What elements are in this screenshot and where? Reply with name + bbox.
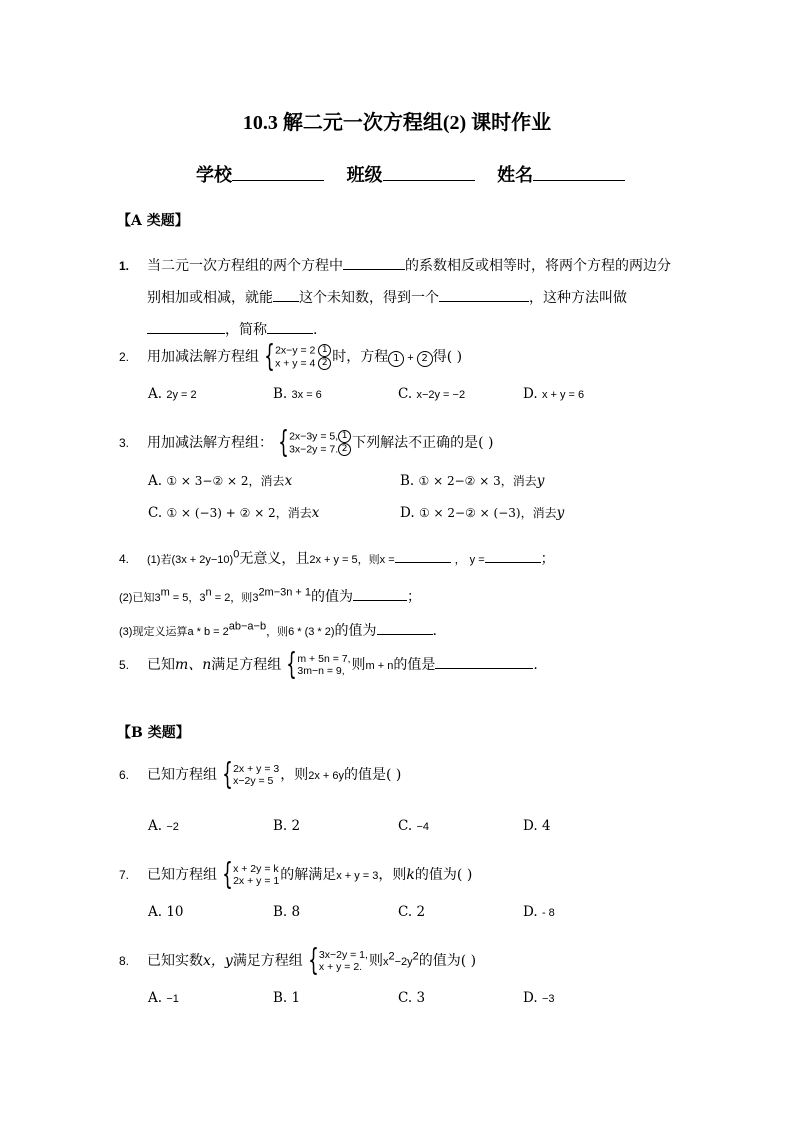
question-4-part-2: (2)已知$3^m = 5$，$3^n = 2$，则$3^{2m-3n + 1}$的值为 ；	[119, 586, 422, 605]
question-7: 7. 已知方程组 { x + 2y = k 2x + y = 1 的解满足x + y = 3，则k的值为( )	[119, 857, 473, 892]
q1-blank-2[interactable]	[273, 287, 299, 302]
q3-pre: 用加减法解方程组：	[147, 435, 273, 451]
q2-option-a[interactable]: A. 2y = 2	[148, 386, 197, 402]
question-4-part-3: (3)现定义运算$a * b = 2^{ab-a-b}$，则6 * (3 * 2)的值为 .	[119, 620, 437, 639]
section-a-heading: 【A 类题】	[117, 213, 189, 229]
q4-number: 4.	[119, 552, 130, 566]
q1-number: 1.	[119, 259, 130, 273]
q6-number: 6.	[119, 768, 130, 782]
name-label: 姓名	[497, 165, 534, 186]
q6-option-a[interactable]: A. −2	[148, 818, 179, 834]
question-5: 5. 已知m、n满足方程组 { m + 5n = 7, 3m−n = 9, 则m + n的值是 .	[119, 647, 538, 682]
q8-options	[148, 990, 648, 1006]
q1-text-5: ，这种方法叫做	[529, 290, 627, 306]
page-title: 10.3 解二元一次方程组(2) 课时作业	[242, 112, 552, 134]
q2-marker-2: 2	[417, 351, 433, 367]
question-6: 6. 已知方程组 { 2x + y = 3 x−2y = 5 ，则2x + 6y的值是( )	[119, 757, 402, 792]
q6-option-d[interactable]: D. 4	[523, 818, 551, 834]
q1-blank-3[interactable]	[439, 287, 529, 302]
q3-equation-system: { 2x−3y = 5, 1 3x−2y = 7. 2	[274, 430, 351, 456]
school-label: 学校	[196, 165, 232, 186]
q2-post: 得( )	[432, 349, 463, 365]
q2-option-b[interactable]: B. 3x = 6	[273, 386, 322, 402]
q3-number: 3.	[119, 436, 130, 450]
q3-options	[148, 472, 668, 521]
q1-text-3: 别相加或相减，就能	[147, 290, 273, 306]
question-2: 2. 用加减法解方程组 { 2x−y = 2 1 x + y = 4 2 时，方程 1 + 2 得( )	[119, 339, 463, 374]
q7-equation-system: { x + 2y = k 2x + y = 1	[222, 857, 280, 892]
q2-option-c[interactable]: C. x−2y = −2	[398, 386, 466, 402]
q1-text-1: 当二元一次方程组的两个方程中	[147, 258, 343, 274]
q4-blank-y[interactable]	[485, 548, 541, 563]
q1-text-4: 这个未知数，得到一个	[299, 290, 439, 306]
class-label: 班级	[346, 165, 383, 186]
q7-option-d[interactable]: D. - 8	[523, 904, 555, 920]
q6-equation-system: { 2x + y = 3 x−2y = 5	[222, 757, 280, 792]
q1-blank-1[interactable]	[343, 255, 405, 270]
section-b-heading: 【B 类题】	[117, 725, 190, 741]
q3-post: 下列解法不正确的是( )	[352, 435, 494, 451]
q6-option-b[interactable]: B. 2	[273, 818, 301, 834]
q4-blank-3[interactable]	[377, 620, 433, 635]
q8-option-a[interactable]: A. −1	[148, 990, 179, 1006]
class-blank[interactable]	[383, 166, 475, 181]
question-1	[119, 250, 671, 346]
q2-pre: 用加减法解方程组	[147, 349, 259, 365]
q2-option-d[interactable]: D. x + y = 6	[523, 386, 585, 402]
q3-option-d[interactable]: D. ① × 2−② × (−3)，消去y	[400, 505, 565, 521]
q8-equation-system: { 3x−2y = 1, x + y = 2.	[308, 943, 368, 978]
q2-number: 2.	[119, 350, 130, 364]
q1-blank-4[interactable]	[147, 319, 225, 334]
q4-blank-x[interactable]	[395, 548, 451, 563]
q5-number: 5.	[119, 658, 130, 672]
q5-blank[interactable]	[435, 654, 533, 669]
question-8: 8. 已知实数x，y满足方程组 { 3x−2y = 1, x + y = 2. 则$x^2-2y^2$的值为( )	[119, 943, 477, 978]
q7-option-c[interactable]: C. 2	[398, 904, 426, 920]
question-3	[119, 425, 494, 460]
q4-blank-2[interactable]	[353, 586, 407, 601]
q2-mid: 时，方程	[332, 349, 389, 365]
q1-text-2: 的系数相反或相等时，将两个方程的两边分	[405, 258, 671, 274]
q1-text-7: .	[313, 322, 318, 338]
q7-options	[148, 904, 648, 920]
q2-equation-system: { 2x−y = 2 1 x + y = 4 2	[260, 344, 331, 370]
q6-options	[148, 818, 648, 834]
q7-option-a[interactable]: A. 10	[148, 904, 184, 920]
q7-number: 7.	[119, 868, 130, 882]
q2-options	[148, 386, 648, 402]
q3-option-b[interactable]: B. ① × 2−② × 3，消去y	[400, 473, 545, 489]
q8-option-c[interactable]: C. 3	[398, 990, 426, 1006]
q6-option-c[interactable]: C. −4	[398, 818, 429, 834]
q8-number: 8.	[119, 954, 130, 968]
q8-option-d[interactable]: D. −3	[523, 990, 555, 1006]
q1-blank-5[interactable]	[267, 319, 313, 334]
q8-option-b[interactable]: B. 1	[273, 990, 301, 1006]
info-line	[196, 161, 625, 187]
q3-option-a[interactable]: A. ① × 3−② × 2，消去x	[148, 473, 293, 489]
school-blank[interactable]	[232, 166, 324, 181]
name-blank[interactable]	[533, 166, 625, 181]
q3-option-c[interactable]: C. ① × (−3) + ② × 2，消去x	[148, 505, 320, 521]
q5-equation-system: { m + 5n = 7, 3m−n = 9,	[286, 647, 351, 682]
q1-text-6: ，简称	[225, 322, 267, 338]
q2-marker-1: 1	[388, 351, 404, 367]
question-4-part-1: 4. (1)若$(3x + 2y-10)^0$无意义，且2x + y = 5，则x = ， y = ；	[119, 548, 555, 567]
q7-option-b[interactable]: B. 8	[273, 904, 301, 920]
